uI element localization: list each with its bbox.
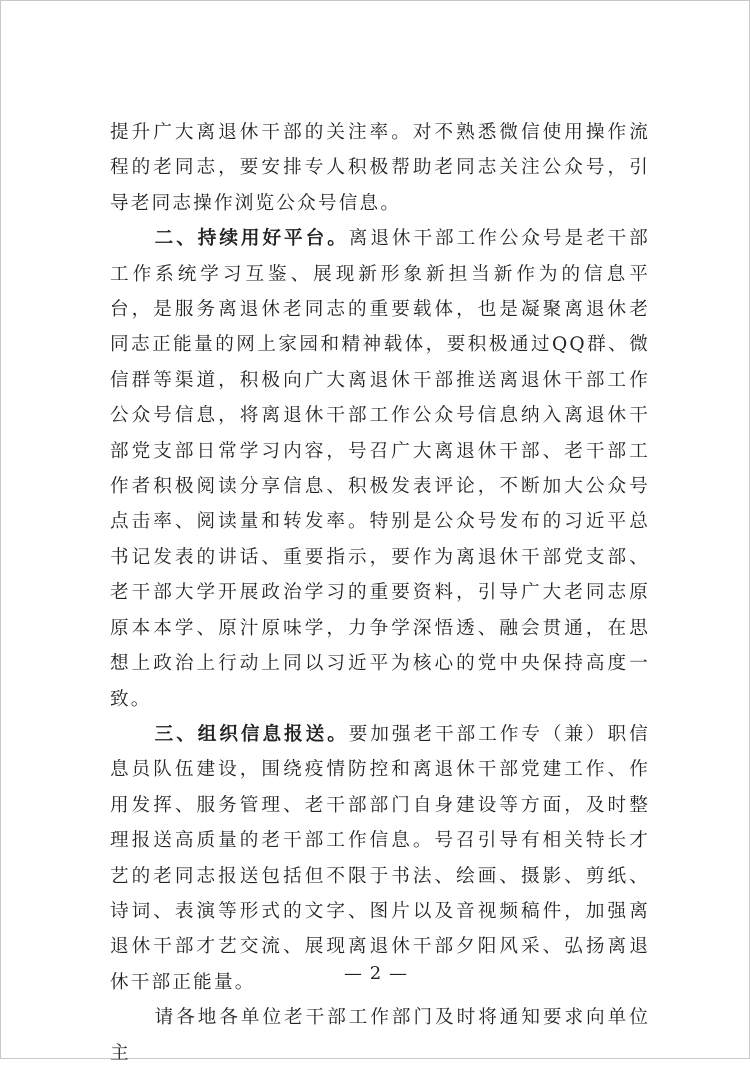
paragraph-text: 要加强老干部工作专（兼）职信息员队伍建设，围绕疫情防控和离退休干部党建工作、作用发挥、服务管理、老干部部门自身建设等方面，及时整理报送高质量的老干部工作信息。号召引导有相关特长才艺的老同志报送包括但不限于书法、绘画、摄影、剪纸、诗词、表演等形式的文字、图片以及音视频稿件，加强离退休干部才艺交流、展现离退休干部夕阳风采、弘扬离退休干部正能量。 <box>110 723 650 993</box>
paragraph-section-2 <box>110 221 650 717</box>
paragraph-text: 提升广大离退休干部的关注率。对不熟悉微信使用操作流程的老同志，要安排专人积极帮助老同志关注公众号，引导老同志操作浏览公众号信息。 <box>110 122 650 214</box>
paragraph-text: 离退休干部工作公众号是老干部工作系统学习互鉴、展现新形象新担当新作为的信息平台，是服务离退休老同志的重要载体，也是凝聚离退休老同志正能量的网上家园和精神载体，要积极通过QQ群、微信群等渠道，积极向广大离退休干部推送离退休干部工作公众号信息，将离退休干部工作公众号信息纳入离退休干部党支部日常学习内容，号召广大离退休干部、老干部工作者积极阅读分享信息、积极发表评论，不断加大公众号点击率、阅读量和转发率。特别是公众号发布的习近平总书记发表的讲话、重要指示，要作为离退休干部党支部、老干部大学开展政治学习的重要资料，引导广大老同志原原本本学、原汁原味学，力争学深悟透、融会贯通，在思想上政治上行动上同以习近平为核心的党中央保持高度一致。 <box>110 228 650 710</box>
paragraph-continued <box>110 115 650 221</box>
paragraph-text: 请各地各单位老干部工作部门及时将通知要求向单位主 <box>110 1007 650 1064</box>
document-body <box>110 115 650 1071</box>
page-number: — 2 — <box>344 963 408 984</box>
section-heading: 三、组织信息报送。 <box>154 723 349 745</box>
paragraph-section-3 <box>110 717 650 1000</box>
paragraph-closing <box>110 1000 650 1071</box>
section-heading: 二、持续用好平台。 <box>154 228 349 250</box>
